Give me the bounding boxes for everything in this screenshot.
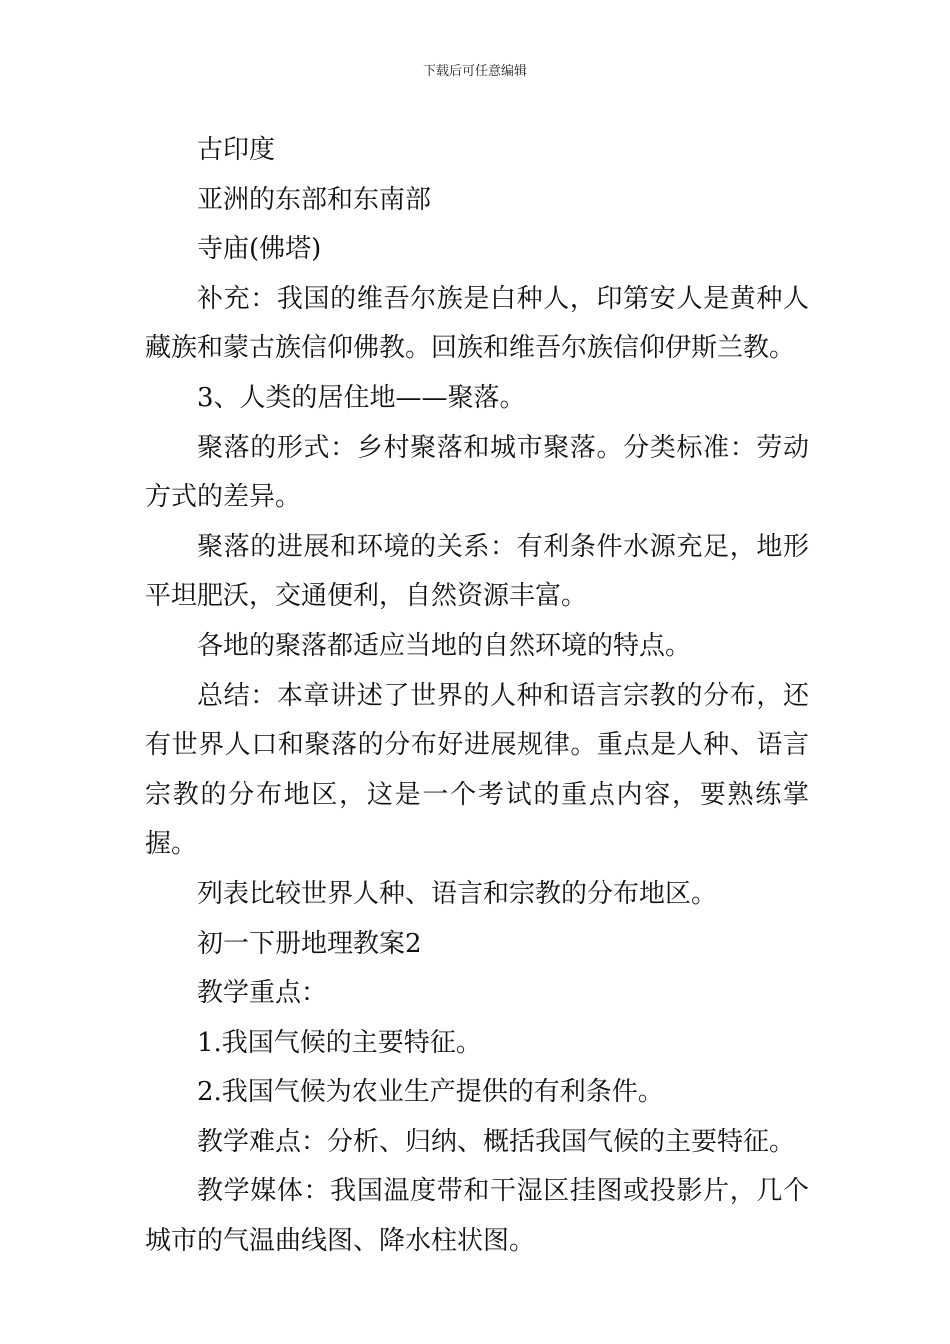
paragraph: 总结：本章讲述了世界的人种和语言宗教的分布，还有世界人口和聚落的分布好进展规律。重点是人种、语言宗教的分布地区，这是一个考试的重点内容，要熟练掌握。 xyxy=(145,680,809,860)
paragraph: 亚洲的东部和东南部 xyxy=(197,184,432,215)
paragraph: 寺庙(佛塔) xyxy=(197,234,322,265)
paragraph: 聚落的形式：乡村聚落和城市聚落。分类标准：劳动方式的差异。 xyxy=(145,432,809,513)
paragraph: 1.我国气候的主要特征。 xyxy=(197,1027,482,1058)
paragraph: 补充：我国的维吾尔族是白种人，印第安人是黄种人藏族和蒙古族信仰佛教。回族和维吾尔族信仰伊斯兰教。 xyxy=(145,283,809,364)
paragraph: 各地的聚落都适应当地的自然环境的特点。 xyxy=(197,630,692,661)
paragraph: 教学媒体：我国温度带和干湿区挂图或投影片，几个城市的气温曲线图、降水柱状图。 xyxy=(145,1176,809,1257)
paragraph: 3、人类的居住地——聚落。 xyxy=(197,382,526,413)
section-title: 初一下册地理教案2 xyxy=(197,928,422,959)
paragraph: 列表比较世界人种、语言和宗教的分布地区。 xyxy=(197,878,718,909)
paragraph: 聚落的进展和环境的关系：有利条件水源充足，地形平坦肥沃，交通便利，自然资源丰富。 xyxy=(145,531,809,612)
paragraph: 教学重点： xyxy=(197,978,328,1009)
page-header: 下载后可任意编辑 xyxy=(422,64,527,79)
paragraph: 古印度 xyxy=(197,135,276,165)
document-body xyxy=(145,126,809,1267)
paragraph: 教学难点：分析、归纳、概括我国气候的主要特征。 xyxy=(197,1126,796,1157)
paragraph: 2.我国气候为农业生产提供的有利条件。 xyxy=(197,1077,664,1108)
